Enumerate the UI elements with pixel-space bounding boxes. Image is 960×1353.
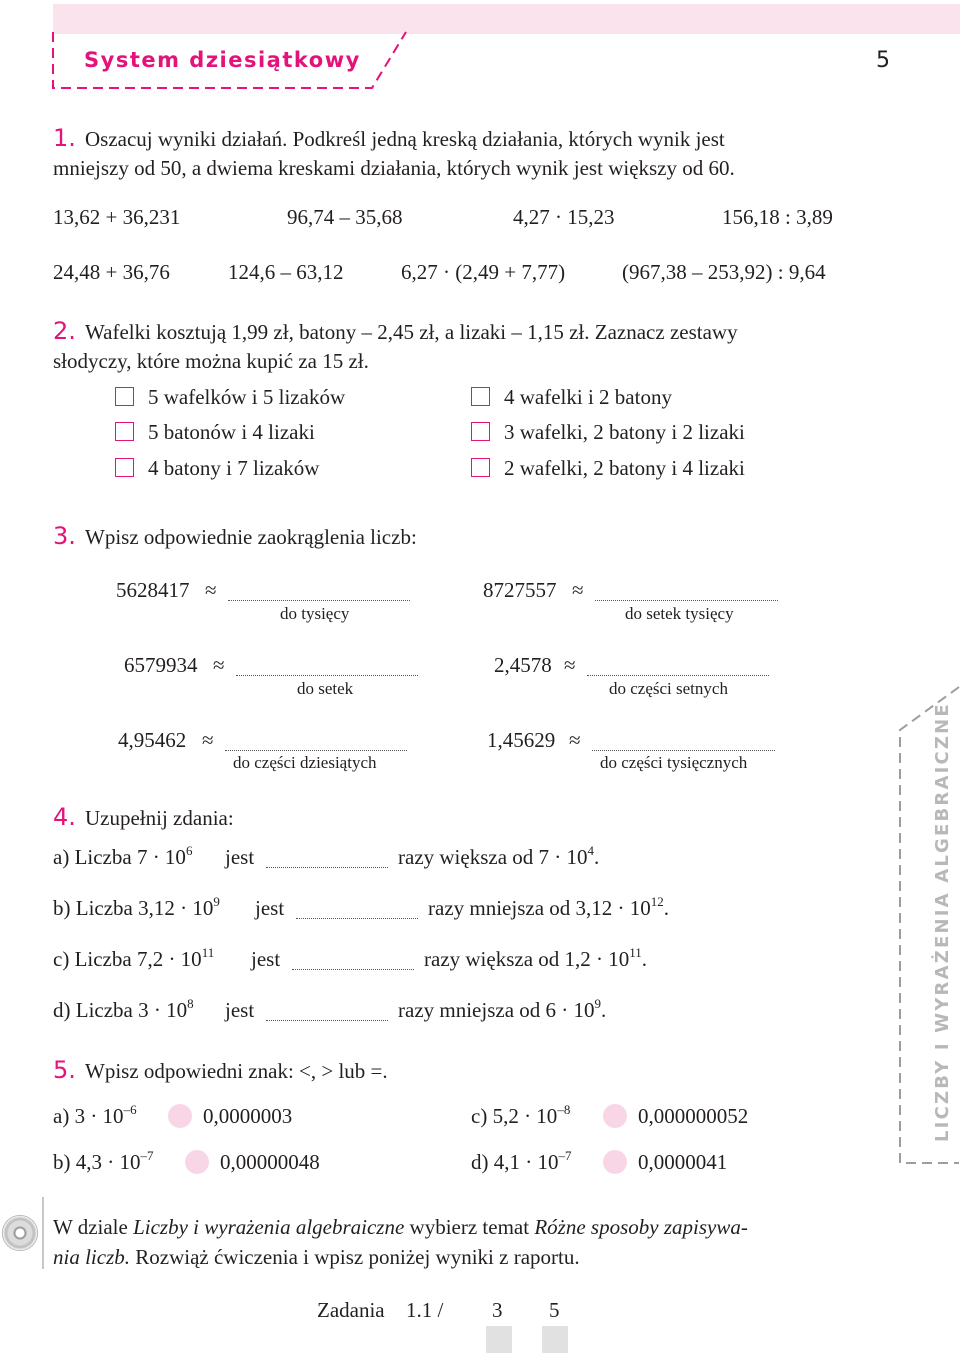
- footer-topic-name: Różne sposoby zapisywa-: [534, 1215, 748, 1239]
- ex1-expr: 13,62 + 36,231: [53, 205, 181, 229]
- ex3-label: do tysięcy: [280, 604, 350, 623]
- ex5-a-right: 0,0000003: [203, 1104, 293, 1128]
- answer-blank[interactable]: [266, 847, 388, 868]
- answer-blank[interactable]: [266, 1000, 388, 1021]
- ex1-expr: 96,74 – 35,68: [287, 205, 403, 229]
- ex4-b-exp2: 12: [650, 894, 664, 909]
- ex3-label: do części tysięcznych: [600, 753, 748, 772]
- approx-sign: ≈: [572, 578, 584, 602]
- ex4-a-jest: jest: [225, 845, 255, 869]
- ex4-text: Uzupełnij zdania:: [85, 806, 234, 830]
- ex3-value: 4,95462: [118, 728, 187, 752]
- ex4-a-middle-text: razy większa od 7 · 10: [398, 845, 588, 869]
- ex5-c-left-text: c) 5,2 · 10: [471, 1104, 558, 1128]
- answer-blank[interactable]: [296, 898, 418, 919]
- ex5-a-left-text: a) 3 · 10: [53, 1104, 124, 1128]
- ex1-expr: 124,6 – 63,12: [228, 260, 344, 284]
- ex1-expr: 24,48 + 36,76: [53, 260, 170, 284]
- footer-topic-name: nia liczb.: [53, 1245, 130, 1269]
- approx-sign: ≈: [569, 728, 581, 752]
- sign-slot[interactable]: [185, 1150, 209, 1174]
- ex5-d-right: 0,0000041: [638, 1150, 728, 1174]
- checkbox[interactable]: [115, 387, 134, 406]
- answer-blank[interactable]: [592, 730, 775, 751]
- sign-slot[interactable]: [603, 1104, 627, 1128]
- ex4-b: [53, 896, 220, 921]
- ex4-c-prefix: c) Liczba 7,2 · 10: [53, 947, 202, 971]
- approx-sign: ≈: [213, 653, 225, 677]
- ex5-c-left: [471, 1104, 570, 1129]
- answer-blank[interactable]: [236, 655, 418, 676]
- tasks-col2: 5: [549, 1298, 560, 1322]
- sign-slot[interactable]: [168, 1104, 192, 1128]
- ex1-expr: (967,38 – 253,92) : 9,64: [622, 260, 826, 284]
- ex5-d-left-text: d) 4,1 · 10: [471, 1150, 559, 1174]
- ex4-b-middle-text: razy mniejsza od 3,12 · 10: [428, 896, 651, 920]
- checkbox[interactable]: [115, 422, 134, 441]
- ex2-option: 5 wafelków i 5 lizaków: [148, 385, 346, 409]
- ex4-a-exp2: 4: [587, 843, 595, 858]
- ex3-value: 8727557: [483, 578, 557, 602]
- page-number: 5: [876, 48, 890, 73]
- footer-text: W dziale: [53, 1215, 134, 1239]
- ex1-text-line1: Oszacuj wyniki działań. Podkreśl jedną kreską działania, których wynik jest: [85, 127, 725, 151]
- ex5-c-right: 0,000000052: [638, 1104, 749, 1128]
- result-box[interactable]: [486, 1326, 512, 1353]
- ex4-b-middle: [428, 896, 669, 921]
- ex4-number: 4.: [53, 803, 76, 831]
- ex4-d-middle: [398, 998, 606, 1023]
- ex2-option: 4 wafelki i 2 batony: [504, 385, 672, 409]
- checkbox[interactable]: [471, 458, 490, 477]
- ex4-d-jest: jest: [225, 998, 255, 1022]
- ex5-a-exp: –6: [123, 1102, 137, 1117]
- tasks-label: Zadania: [317, 1298, 385, 1322]
- ex5-number: 5.: [53, 1056, 76, 1084]
- checkbox[interactable]: [471, 387, 490, 406]
- ex2-option: 5 batonów i 4 lizaki: [148, 420, 315, 444]
- ex3-text: Wpisz odpowiednie zaokrąglenia liczb:: [85, 525, 417, 549]
- ex3-value: 6579934: [124, 653, 198, 677]
- ex3-number: 3.: [53, 522, 76, 550]
- ex5-a-left: [53, 1104, 137, 1129]
- ex4-c-end: .: [641, 947, 648, 971]
- ex4-d-middle-text: razy mniejsza od 6 · 10: [398, 998, 595, 1022]
- answer-blank[interactable]: [228, 580, 410, 601]
- ex4-a: [53, 845, 192, 870]
- ex4-c-exp2: 11: [629, 945, 642, 960]
- ex5-c-exp: –8: [557, 1102, 571, 1117]
- ex2-text-line1: Wafelki kosztują 1,99 zł, batony – 2,45 zł, a lizaki – 1,15 zł. Zaznacz zestawy: [85, 320, 738, 344]
- sign-slot[interactable]: [603, 1150, 627, 1174]
- ex5-b-exp: –7: [140, 1148, 154, 1163]
- ex5-d-exp: –7: [558, 1148, 572, 1163]
- ex2-text-line2: słodyczy, które można kupić za 15 zł.: [53, 349, 369, 373]
- side-tab-label: LICZBY I WYRAŻENIA ALGEBRAICZNE: [932, 702, 953, 1142]
- ex4-d-end: .: [601, 998, 607, 1022]
- ex4-a-exp1: 6: [185, 843, 193, 858]
- ex4-c-middle-text: razy większa od 1,2 · 10: [424, 947, 630, 971]
- result-box[interactable]: [542, 1326, 568, 1353]
- checkbox[interactable]: [115, 458, 134, 477]
- ex5-b-left-text: b) 4,3 · 10: [53, 1150, 141, 1174]
- ex4-b-end: .: [663, 896, 670, 920]
- ex4-b-jest: jest: [255, 896, 285, 920]
- ex2-number: 2.: [53, 317, 76, 345]
- ex5-b-right: 0,00000048: [220, 1150, 320, 1174]
- footer-divider: [42, 1197, 44, 1269]
- ex4-b-exp1: 9: [213, 894, 220, 909]
- ex4-a-middle: [398, 845, 599, 870]
- ex4-c-exp1: 11: [201, 945, 215, 960]
- section-title: System dziesiątkowy: [84, 48, 361, 72]
- approx-sign: ≈: [564, 653, 576, 677]
- ex4-d-prefix: d) Liczba 3 · 10: [53, 998, 188, 1022]
- ex4-c-middle: [424, 947, 647, 972]
- approx-sign: ≈: [202, 728, 214, 752]
- ex3-value: 5628417: [116, 578, 190, 602]
- footer-text: wybierz temat: [404, 1215, 535, 1239]
- ex1-expr: 6,27 · (2,49 + 7,77): [401, 260, 566, 284]
- ex3-label: do setek tysięcy: [625, 604, 734, 623]
- ex1-expr: 4,27 · 15,23: [513, 205, 615, 229]
- cd-icon: [2, 1215, 38, 1251]
- answer-blank[interactable]: [225, 730, 407, 751]
- checkbox[interactable]: [471, 422, 490, 441]
- ex4-d: [53, 998, 194, 1023]
- ex4-c-jest: jest: [251, 947, 281, 971]
- ex4-b-prefix: b) Liczba 3,12 · 10: [53, 896, 214, 920]
- footer-topic-section: Liczby i wyrażenia algebraiczne: [133, 1215, 405, 1239]
- ex4-a-prefix: a) Liczba 7 · 10: [53, 845, 186, 869]
- ex4-d-exp2: 9: [594, 996, 602, 1011]
- ex3-label: do setek: [297, 679, 354, 698]
- ex1-number: 1.: [53, 124, 76, 152]
- ex3-value: 1,45629: [487, 728, 556, 752]
- tasks-col1: 3: [492, 1298, 503, 1322]
- ex1-text-line2: mniejszy od 50, a dwiema kreskami działania, których wynik jest większy od 60.: [53, 156, 735, 180]
- ex3-label: do części setnych: [609, 679, 728, 698]
- ex4-a-end: .: [594, 845, 600, 869]
- footer-text: Rozwiąż ćwiczenia i wpisz poniżej wyniki z raportu.: [130, 1245, 580, 1269]
- ex3-label: do części dziesiątych: [233, 753, 377, 772]
- ex1-expr: 156,18 : 3,89: [722, 205, 833, 229]
- ex2-option: 2 wafelki, 2 batony i 4 lizaki: [504, 456, 745, 480]
- answer-blank[interactable]: [595, 580, 778, 601]
- ex5-text: Wpisz odpowiedni znak: <, > lub =.: [85, 1059, 388, 1083]
- ex4-d-exp1: 8: [187, 996, 194, 1011]
- ex5-d-left: [471, 1150, 572, 1175]
- ex4-c: [53, 947, 214, 972]
- ex5-b-left: [53, 1150, 154, 1175]
- footer-text-line2: [53, 1245, 580, 1270]
- ex3-value: 2,4578: [494, 653, 552, 677]
- ex2-option: 4 batony i 7 lizaków: [148, 456, 320, 480]
- answer-blank[interactable]: [292, 949, 414, 970]
- tasks-value: 1.1 /: [406, 1298, 444, 1322]
- answer-blank[interactable]: [587, 655, 769, 676]
- footer-text-line1: [53, 1215, 748, 1240]
- approx-sign: ≈: [205, 578, 217, 602]
- ex2-option: 3 wafelki, 2 batony i 2 lizaki: [504, 420, 745, 444]
